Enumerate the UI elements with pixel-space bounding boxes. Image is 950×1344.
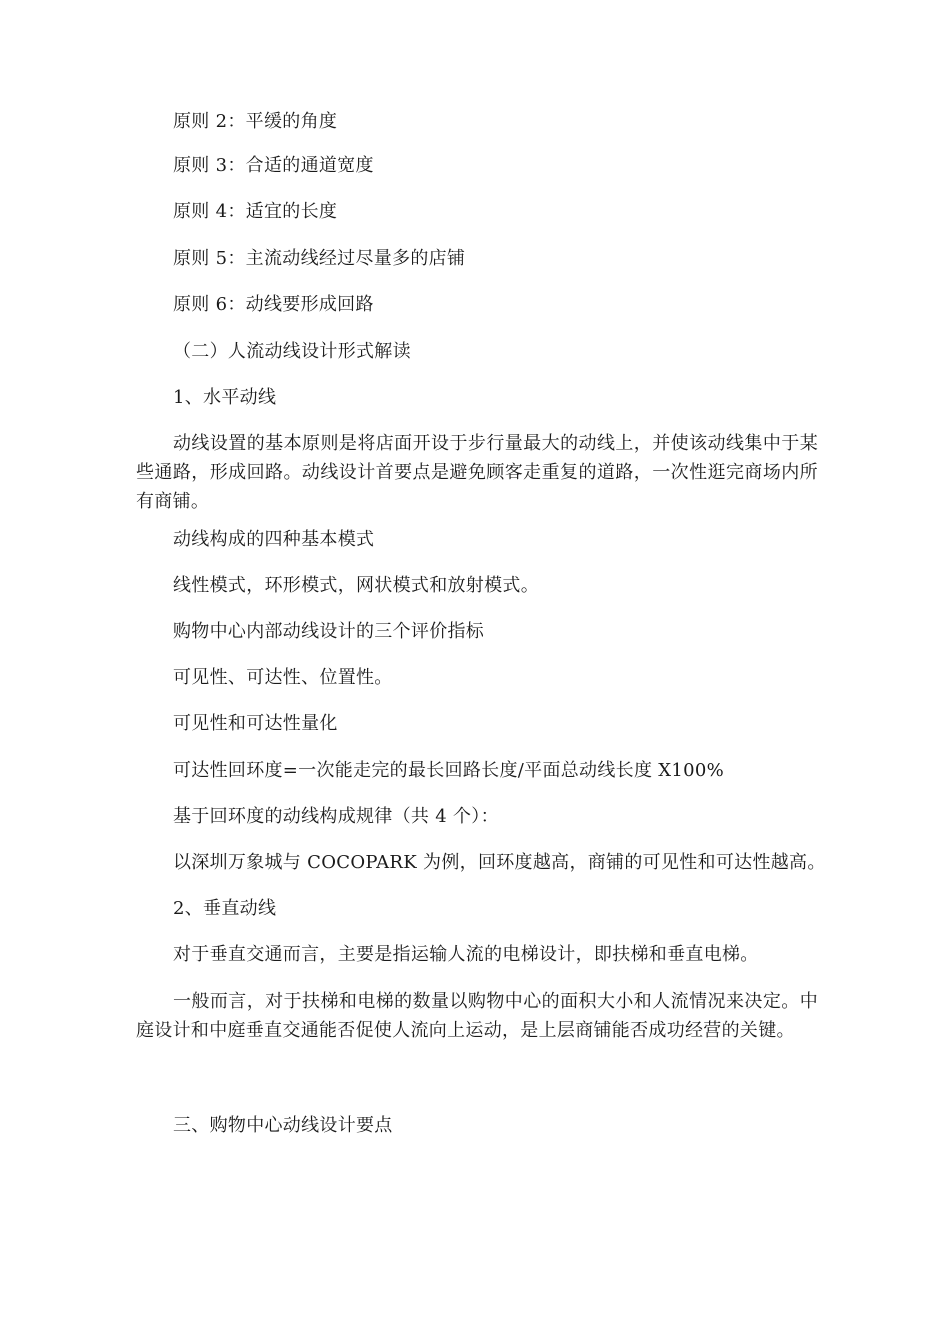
- vertical-traffic-line: 对于垂直交通而言，主要是指运输人流的电梯设计，即扶梯和垂直电梯。: [173, 944, 759, 965]
- principle-2: 原则 2：平缓的角度: [173, 111, 338, 132]
- section-heading-flow-forms: （二）人流动线设计形式解读: [173, 341, 411, 362]
- example-line: 以深圳万象城与 COCOPARK 为例，回环度越高，商铺的可见性和可达性越高。: [173, 852, 826, 873]
- four-modes-heading: 动线构成的四种基本模式: [173, 529, 375, 550]
- principle-5: 原则 5：主流动线经过尽量多的店铺: [173, 248, 466, 269]
- paragraph-escalators: 一般而言，对于扶梯和电梯的数量以购物中心的面积大小和人流情况来决定。中庭设计和中庭垂直交通能否促使人流向上运动，是上层商铺能否成功经营的关键。: [136, 991, 818, 1041]
- three-indicators-heading: 购物中心内部动线设计的三个评价指标: [173, 621, 485, 642]
- principle-4: 原则 4：适宜的长度: [173, 201, 338, 222]
- three-indicators-list: 可见性、可达性、位置性。: [173, 667, 393, 688]
- four-modes-list: 线性模式，环形模式，网状模式和放射模式。: [173, 575, 539, 596]
- quantification-heading: 可见性和可达性量化: [173, 713, 338, 734]
- section-heading-design-points: 三、购物中心动线设计要点: [173, 1115, 393, 1136]
- paragraph-basic-principle: 动线设置的基本原则是将店面开设于步行量最大的动线上，并使该动线集中于某些通路，形成回路。动线设计首要点是避免顾客走重复的道路，一次性逛完商场内所有商铺。: [136, 433, 818, 512]
- principle-6: 原则 6：动线要形成回路: [173, 294, 374, 315]
- loop-rules-heading: 基于回环度的动线构成规律（共 4 个）：: [173, 806, 499, 827]
- subheading-horizontal: 1、水平动线: [173, 387, 277, 408]
- principle-3: 原则 3：合适的通道宽度: [173, 155, 374, 176]
- subheading-vertical: 2、垂直动线: [173, 898, 277, 919]
- loop-formula: 可达性回环度=一次能走完的最长回路长度/平面总动线长度 X100%: [173, 760, 725, 781]
